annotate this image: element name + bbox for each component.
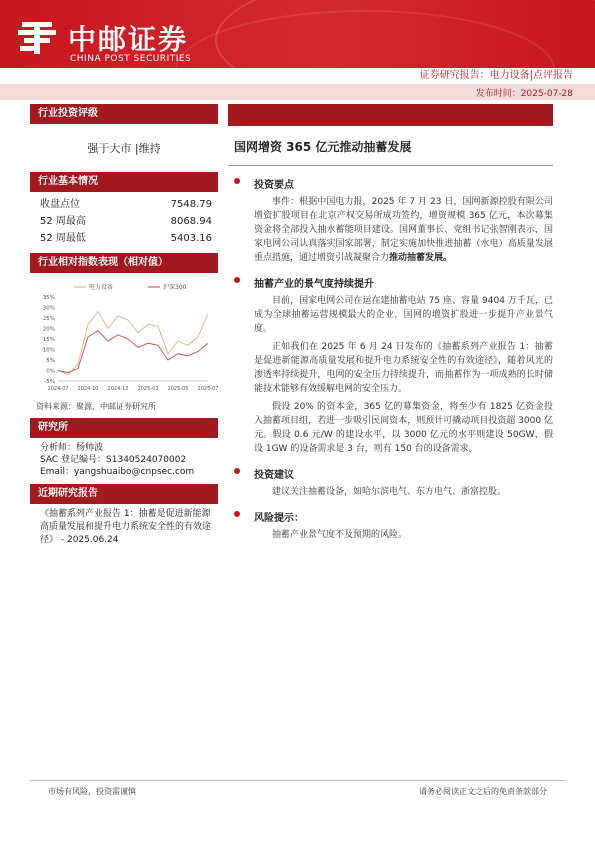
bullet-icon	[234, 178, 240, 184]
section-investment-points	[228, 176, 553, 191]
logo-text: 中邮证券	[68, 23, 189, 56]
section-heading-basic: 行业基本情况	[30, 172, 218, 192]
basic-row	[30, 230, 218, 247]
paragraph: 假设 20% 的资本金，365 亿的募集资金，将至少有 1825 亿资金投入抽蓄项目组，若进一步吸引民间资本，则预计可撬动项目投资超 3000 亿元。假设 0.6 元/W 的建设水平，以 3000 亿元的水平则建设 50GW，假设 1GW 的设备需求是 3 台，则有 150 台的设备需求。	[254, 402, 553, 454]
section-industry-boom	[228, 275, 553, 290]
rating-value: 强于大市 |维持	[87, 142, 161, 155]
legend-label: 电力设备	[89, 284, 114, 291]
section-heading-performance: 行业相对指数表现（相对值）	[30, 253, 218, 273]
paragraph: 抽蓄产业景气度不及预期的风险。	[272, 530, 408, 540]
analyst-email[interactable]: Email：yangshuaibo@cnpsec.com	[40, 467, 195, 477]
paragraph-text: 事件：根据中国电力报，2025 年 7 月 23 日，国网新源控股有限公司增资扩股项目在北京产权交易所成功签约，增资规模 365 亿元，本次募集资金将全部投入抽水蓄能项目建设。国网董事长、党组书记张智刚表示，国家电网公司认真落实国家部署，制定实施加快推进抽蓄（水电）高质量发展重点措施，通过增资引战凝聚合力	[254, 197, 553, 263]
section-title: 风险提示：	[254, 513, 304, 524]
left-sidebar	[30, 104, 218, 547]
performance-chart-svg	[30, 277, 218, 397]
section-risk	[228, 509, 553, 524]
section-investment-advice	[228, 466, 553, 481]
section-heading-analyst: 研究所	[30, 418, 218, 438]
section-title: 投资建议	[254, 470, 294, 481]
x-tick-label: 2025-03	[137, 386, 159, 392]
basic-label: 收盘点位	[40, 199, 80, 210]
chart-source: 资料来源：聚源，中邮证券研究所	[36, 402, 156, 411]
footer-divider	[30, 780, 565, 781]
section-heading-recent: 近期研究报告	[30, 484, 218, 504]
logo-icon	[18, 20, 58, 56]
y-tick-label: 15%	[42, 337, 55, 343]
legend-label: 沪深300	[163, 284, 187, 291]
x-tick-label: 2024-07	[47, 386, 69, 392]
y-tick-label: 10%	[42, 347, 55, 354]
y-tick-label: -5%	[44, 379, 55, 385]
paragraph: 目前，国家电网公司在运在建抽蓄电站 75 座、容量 9404 万千瓦，已成为全球抽蓄运营规模最大的企业，国网的增资扩股进一步提升产业景气度。	[254, 296, 553, 334]
x-tick-label: 2024-12	[107, 386, 129, 392]
report-type: 证券研究报告：电力设备|点评报告	[419, 70, 573, 81]
y-tick-label: 5%	[46, 358, 55, 364]
analyst-info	[30, 438, 218, 484]
footer-disclaimer: 市场有风险，投资需谨慎	[48, 787, 136, 796]
x-tick-label: 2024-10	[77, 386, 99, 392]
publish-date: 发布时间：2025-07-28	[475, 89, 573, 99]
analyst-sac: SAC 登记编号：S1340524070002	[40, 455, 187, 465]
y-tick-label: 20%	[42, 326, 55, 333]
basic-row	[30, 196, 218, 213]
paragraph: 建议关注抽蓄设备，如哈尔滨电气、东方电气、浙富控股。	[272, 487, 507, 497]
y-tick-label: 35%	[42, 295, 55, 301]
section-heading-rating: 行业投资评级	[30, 104, 218, 124]
logo-text-en: CHINA POST SECURITIES	[70, 54, 192, 64]
footer-notice: 请务必阅读正文之后的免责条款部分	[419, 787, 547, 796]
report-title: 国网增资 365 亿元推动抽蓄发展	[234, 140, 412, 154]
basic-value: 5403.16	[170, 233, 212, 244]
series-line	[58, 331, 208, 373]
basic-row	[30, 213, 218, 230]
title-divider	[228, 165, 553, 166]
bullet-icon	[234, 277, 240, 283]
paragraph	[228, 195, 553, 265]
basic-info-list	[30, 192, 218, 247]
section-title: 投资要点	[254, 180, 294, 191]
section-title: 抽蓄产业的景气度持续提升	[254, 279, 374, 290]
basic-label: 52 周最高	[40, 216, 86, 227]
page-header	[0, 0, 595, 100]
bullet-icon	[234, 511, 240, 517]
y-tick-label: 30%	[42, 305, 55, 312]
basic-label: 52 周最低	[40, 233, 86, 244]
basic-value: 7548.79	[170, 199, 212, 210]
performance-chart	[30, 277, 218, 397]
x-tick-label: 2025-07	[197, 386, 218, 392]
paragraph-bold: 推动抽蓄发展。	[389, 253, 453, 263]
header-banner	[0, 0, 595, 68]
title-bar	[228, 104, 553, 126]
bullet-icon	[234, 468, 240, 474]
basic-value: 8068.94	[170, 216, 212, 227]
paragraph: 正如我们在 2025 年 6 月 24 日发布的《抽蓄系列产业报告 1：抽蓄是促进新能源高质量发展和提升电力系统安全性的有效途径》，随着风光的渗透率持续提升，电网的安全压力持续提升，而抽蓄作为一项成熟的长时储能技术能够有效缓解电网的安全压力。	[254, 342, 553, 394]
y-tick-label: 0%	[46, 368, 55, 375]
recent-report-link[interactable]: 《抽蓄系列产业报告 1：抽蓄是促进新能源高质量发展和提升电力系统安全性的有效途径》 - 2025.06.24	[40, 509, 212, 545]
y-tick-label: 25%	[42, 316, 55, 322]
x-tick-label: 2025-05	[167, 386, 189, 392]
main-content	[228, 104, 553, 542]
analyst-name: 分析师：杨帅波	[40, 443, 104, 453]
